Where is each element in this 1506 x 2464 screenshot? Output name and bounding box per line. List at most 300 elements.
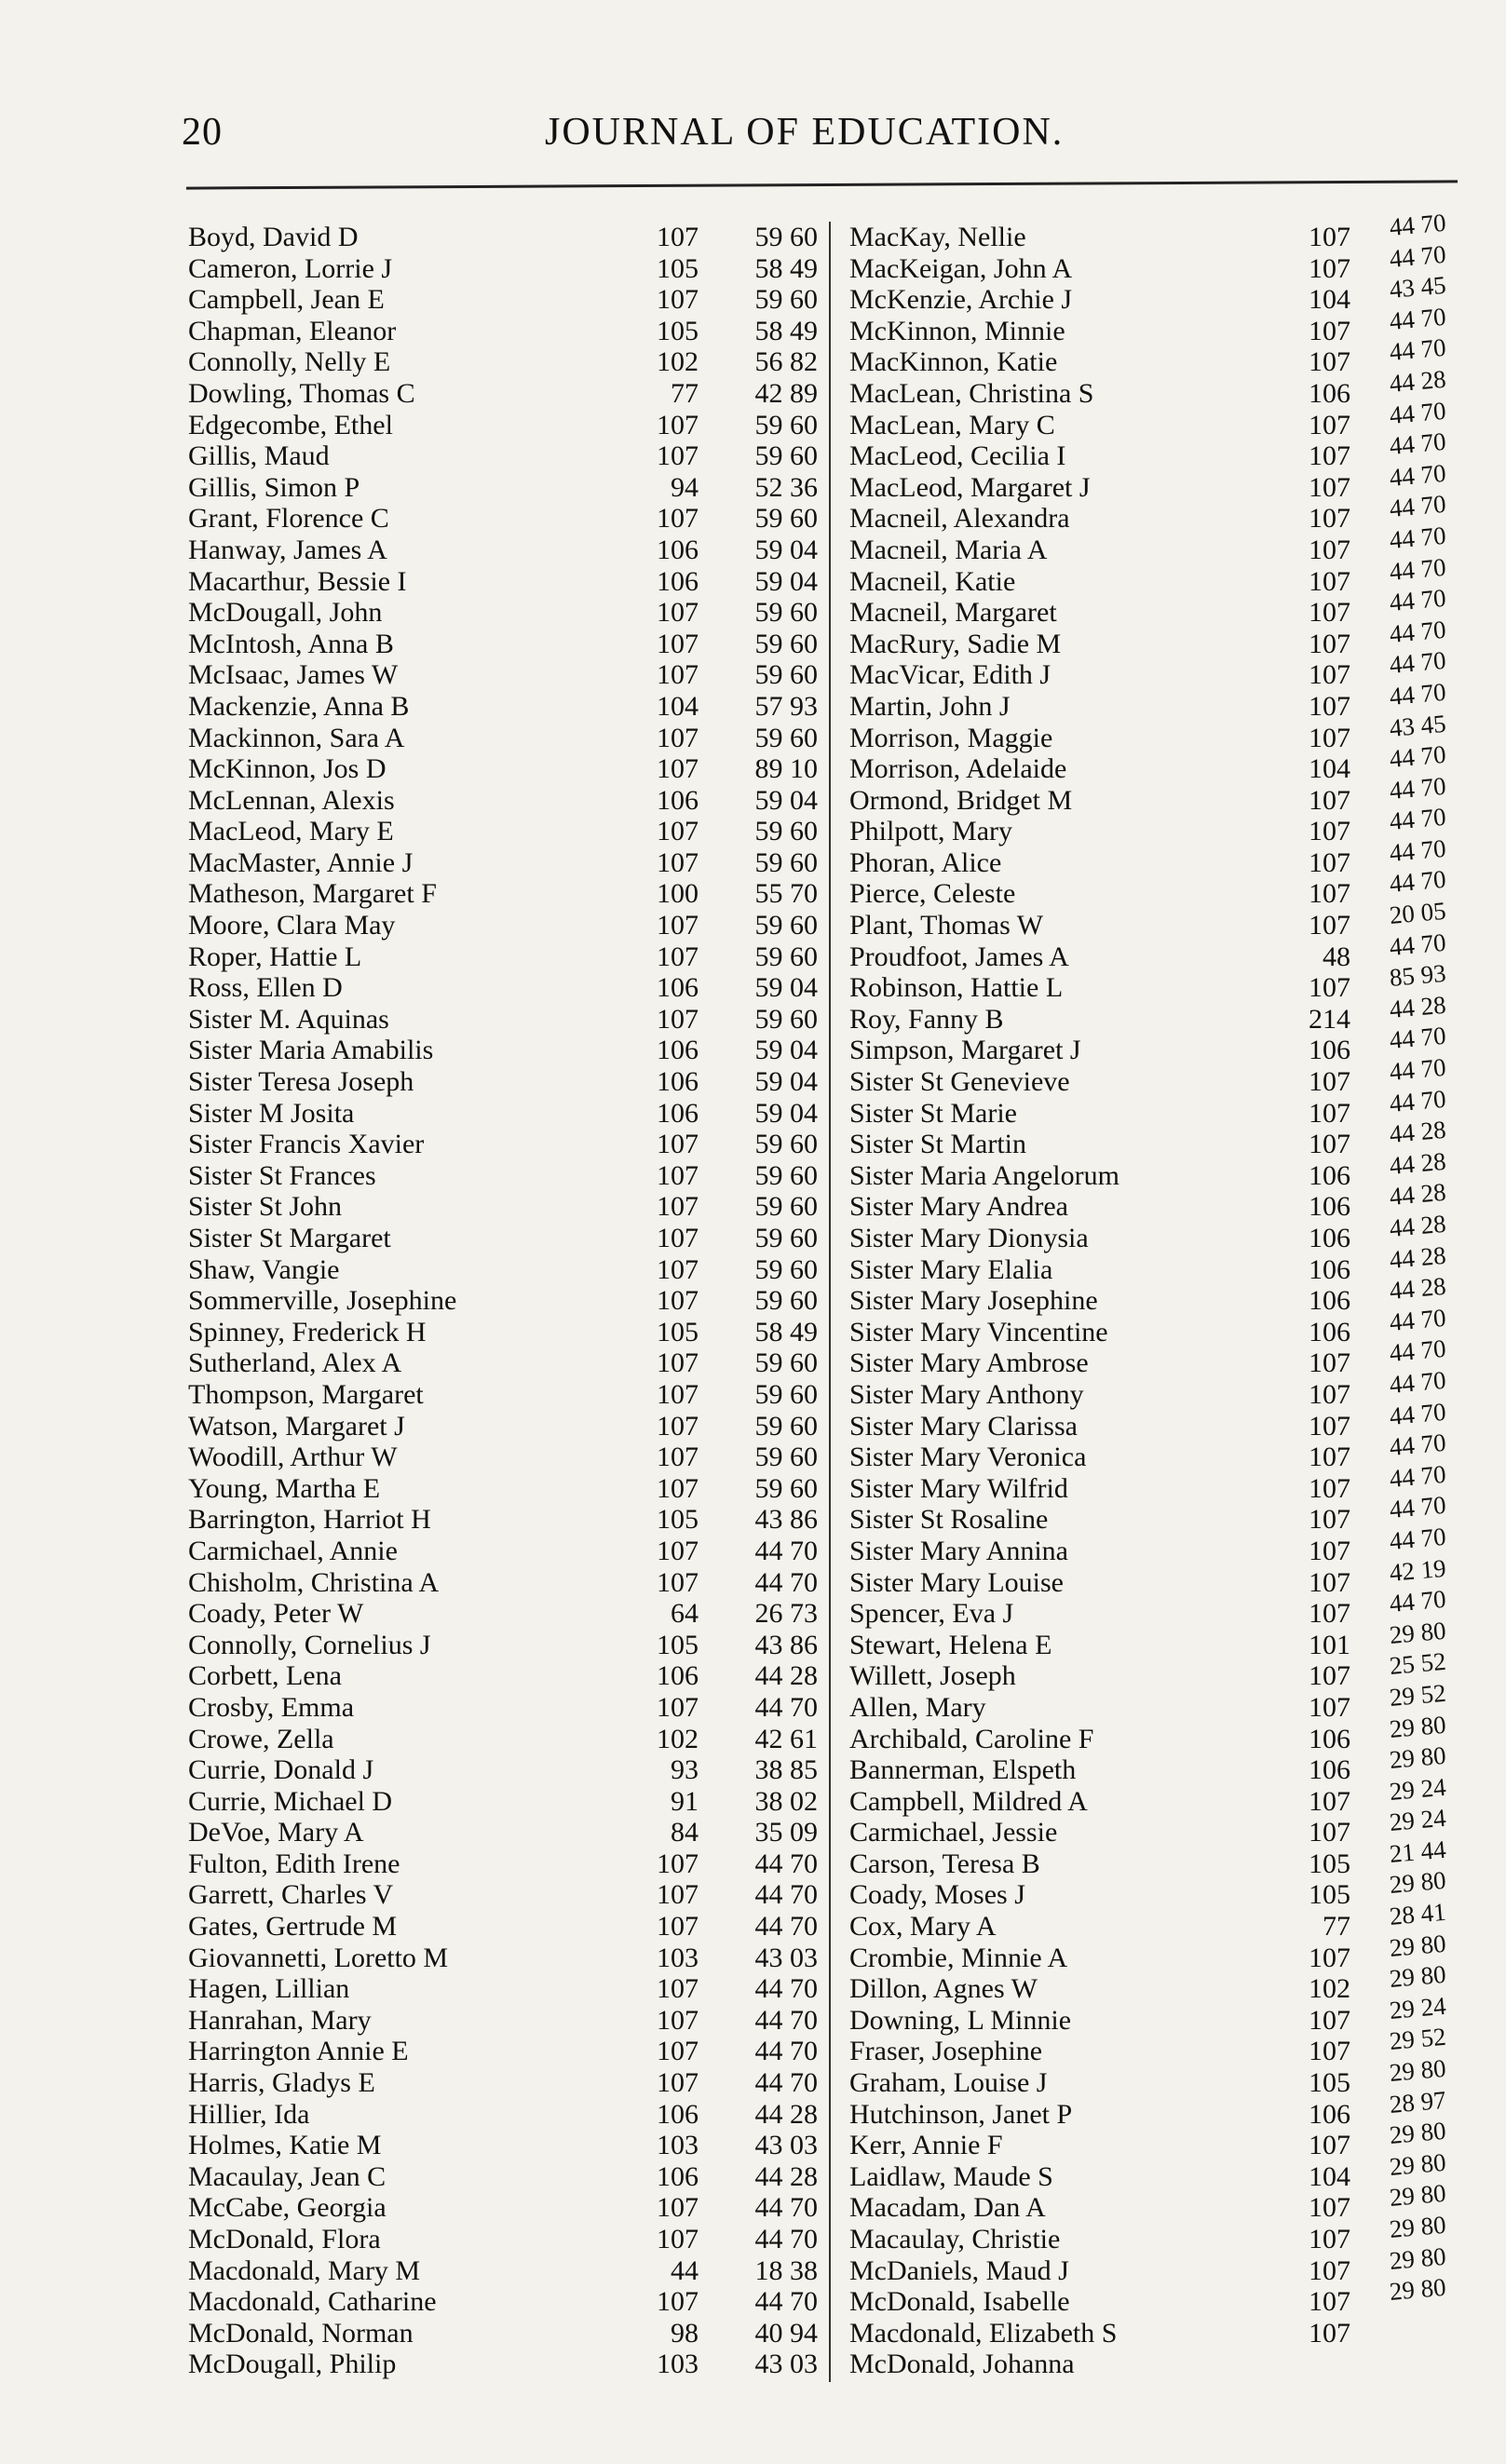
days-count: 107 bbox=[657, 1191, 699, 1223]
days-count: 104 bbox=[1309, 284, 1350, 316]
grant-amount: 44 70 bbox=[1388, 771, 1447, 805]
days-count: 214 bbox=[1309, 1003, 1350, 1035]
days-count: 106 bbox=[657, 1097, 699, 1129]
table-row bbox=[188, 2318, 831, 2349]
teacher-name: Garrett, Charles V bbox=[188, 1879, 394, 1911]
grant-amount: 44 70 bbox=[1388, 1022, 1447, 1055]
teacher-name: Dillon, Agnes W bbox=[849, 1973, 1038, 2005]
grant-amount: 59 60 bbox=[754, 722, 818, 753]
days-count: 107 bbox=[657, 1129, 699, 1160]
grant-amount: 59 60 bbox=[754, 222, 818, 252]
table-row bbox=[188, 1598, 831, 1630]
grant-amount: 40 94 bbox=[754, 2317, 818, 2349]
days-count: 107 bbox=[1309, 2286, 1350, 2318]
teacher-name: Carmichael, Annie bbox=[188, 1535, 398, 1566]
days-count: 107 bbox=[1309, 690, 1350, 722]
days-count: 106 bbox=[1309, 1191, 1350, 1223]
days-count: 107 bbox=[1309, 315, 1350, 346]
days-count: 106 bbox=[1309, 1035, 1350, 1066]
teacher-name: Harrington Annie E bbox=[188, 2036, 409, 2067]
grant-amount: 59 60 bbox=[754, 1378, 818, 1410]
grant-amount: 29 24 bbox=[1388, 1772, 1447, 1806]
days-count: 106 bbox=[1309, 1723, 1350, 1754]
grant-amount: 29 80 bbox=[1388, 1929, 1447, 1962]
days-count: 107 bbox=[657, 2192, 699, 2224]
grant-amount: 59 04 bbox=[754, 1066, 818, 1098]
days-count: 103 bbox=[657, 2349, 699, 2380]
days-count: 107 bbox=[657, 753, 699, 785]
teacher-name: Connolly, Cornelius J bbox=[188, 1629, 431, 1660]
days-count: 107 bbox=[1309, 1129, 1350, 1160]
table-row bbox=[188, 1567, 831, 1599]
teacher-name: Macaulay, Christie bbox=[849, 2224, 1061, 2254]
teacher-name: Phoran, Alice bbox=[849, 846, 1002, 878]
days-count: 107 bbox=[1309, 659, 1350, 691]
left-column bbox=[188, 222, 831, 2380]
teacher-name: Spencer, Eva J bbox=[849, 1598, 1014, 1630]
days-count: 107 bbox=[657, 1410, 699, 1442]
teacher-name: MacLean, Christina S bbox=[849, 377, 1094, 409]
table-row bbox=[188, 941, 831, 973]
grant-amount: 44 28 bbox=[1388, 1146, 1447, 1180]
days-count: 107 bbox=[1309, 2130, 1350, 2161]
days-count: 107 bbox=[1309, 1817, 1350, 1848]
days-count: 107 bbox=[1309, 565, 1350, 597]
days-count: 107 bbox=[657, 1003, 699, 1035]
table-row bbox=[188, 2349, 831, 2380]
grant-amount: 59 60 bbox=[754, 1223, 818, 1253]
days-count: 106 bbox=[1309, 2098, 1350, 2130]
teacher-name: Macdonald, Mary M bbox=[188, 2254, 421, 2286]
grant-amount: 29 80 bbox=[1388, 1960, 1447, 1994]
grant-amount: 44 70 bbox=[1388, 1491, 1447, 1524]
days-count: 107 bbox=[1309, 1566, 1350, 1598]
days-count: 77 bbox=[1323, 1911, 1350, 1943]
teacher-name: Kerr, Annie F bbox=[849, 2130, 1003, 2161]
teacher-name: Archibald, Caroline F bbox=[849, 1723, 1094, 1754]
grant-amount: 44 70 bbox=[1388, 552, 1447, 586]
teacher-name: Sister St Margaret bbox=[188, 1223, 391, 1253]
grant-amount: 59 60 bbox=[754, 284, 818, 316]
teacher-name: MacVicar, Edith J bbox=[849, 659, 1051, 691]
days-count: 107 bbox=[1309, 628, 1350, 659]
teacher-name: Woodill, Arthur W bbox=[188, 1442, 398, 1473]
grant-amount: 59 60 bbox=[754, 1285, 818, 1317]
teacher-name: Sister St Frances bbox=[188, 1159, 376, 1191]
grant-amount: 44 70 bbox=[754, 1691, 818, 1723]
days-count: 107 bbox=[1309, 534, 1350, 565]
days-count: 107 bbox=[657, 2286, 699, 2318]
teacher-name: Laidlaw, Maude S bbox=[849, 2160, 1053, 2192]
grant-amount: 58 49 bbox=[754, 252, 818, 284]
right-column bbox=[849, 208, 1506, 2380]
grant-amount: 44 70 bbox=[1388, 739, 1447, 774]
teacher-name: Giovannetti, Loretto M bbox=[188, 1942, 449, 1973]
teacher-name: Corbett, Lena bbox=[188, 1660, 342, 1692]
grant-amount: 59 60 bbox=[754, 1003, 818, 1035]
days-count: 105 bbox=[1309, 1879, 1350, 1911]
grant-amount: 59 60 bbox=[754, 1442, 818, 1473]
days-count: 107 bbox=[1309, 2192, 1350, 2224]
grant-amount: 28 97 bbox=[1388, 2085, 1447, 2119]
table-row bbox=[188, 1848, 831, 1880]
teacher-name: Sister St John bbox=[188, 1191, 343, 1223]
days-count: 107 bbox=[657, 1879, 699, 1911]
teacher-name: Sister Mary Veronica bbox=[849, 1442, 1087, 1473]
table-row bbox=[188, 1254, 831, 1286]
teacher-name: Sister Mary Anthony bbox=[849, 1378, 1084, 1410]
table-row bbox=[188, 1285, 831, 1317]
table-row bbox=[188, 1223, 831, 1254]
teacher-name: Boyd, David D bbox=[188, 222, 359, 252]
days-count: 107 bbox=[1309, 1504, 1350, 1536]
teacher-name: Sister Mary Louise bbox=[849, 1566, 1064, 1598]
grant-amount: 44 70 bbox=[754, 2286, 818, 2318]
days-count: 106 bbox=[657, 534, 699, 565]
table-row bbox=[188, 2161, 831, 2193]
grant-amount: 44 28 bbox=[1388, 1240, 1447, 1274]
grant-amount: 42 61 bbox=[754, 1723, 818, 1754]
table-row bbox=[849, 2318, 1506, 2349]
table-row bbox=[188, 878, 831, 910]
page-number: 20 bbox=[182, 111, 223, 154]
grant-amount: 44 28 bbox=[1388, 364, 1447, 398]
days-count: 104 bbox=[1309, 753, 1350, 785]
teacher-name: Currie, Donald J bbox=[188, 1754, 374, 1786]
grant-amount: 44 70 bbox=[1388, 927, 1447, 961]
table-row bbox=[188, 1160, 831, 1192]
grant-amount: 55 70 bbox=[754, 878, 818, 910]
days-count: 107 bbox=[1309, 409, 1350, 440]
days-count: 107 bbox=[657, 1472, 699, 1504]
days-count: 107 bbox=[657, 1378, 699, 1410]
table-row bbox=[188, 1098, 831, 1130]
table-row bbox=[188, 1724, 831, 1755]
teacher-name: Coady, Peter W bbox=[188, 1598, 364, 1630]
days-count: 64 bbox=[671, 1598, 699, 1630]
grant-amount: 29 52 bbox=[1388, 2023, 1447, 2056]
grant-amount: 56 82 bbox=[754, 346, 818, 378]
days-count: 107 bbox=[657, 722, 699, 753]
grant-amount: 44 28 bbox=[1388, 1209, 1447, 1242]
teacher-name: Shaw, Vangie bbox=[188, 1253, 340, 1285]
days-count: 107 bbox=[657, 1347, 699, 1379]
teacher-name: Pierce, Celeste bbox=[849, 878, 1016, 910]
days-count: 107 bbox=[1309, 2036, 1350, 2067]
teacher-name: Sister Maria Angelorum bbox=[849, 1159, 1119, 1191]
days-count: 106 bbox=[1309, 1754, 1350, 1786]
table-row bbox=[188, 316, 831, 347]
days-count: 105 bbox=[657, 1504, 699, 1536]
grant-amount: 44 28 bbox=[1388, 990, 1447, 1023]
days-count: 107 bbox=[1309, 878, 1350, 910]
table-row bbox=[188, 1786, 831, 1818]
days-count: 107 bbox=[657, 1973, 699, 2005]
days-count: 102 bbox=[657, 1723, 699, 1754]
table-row bbox=[188, 284, 831, 316]
days-count: 106 bbox=[1309, 1159, 1350, 1191]
grant-amount: 89 10 bbox=[754, 753, 818, 785]
teacher-name: Watson, Margaret J bbox=[188, 1410, 405, 1442]
teacher-name: Chisholm, Christina A bbox=[188, 1566, 440, 1598]
days-count: 104 bbox=[657, 690, 699, 722]
teacher-name: McIntosh, Anna B bbox=[188, 628, 394, 659]
teacher-name: McDaniels, Maud J bbox=[849, 2254, 1069, 2286]
teacher-name: MacLeod, Mary E bbox=[188, 816, 394, 847]
days-count: 102 bbox=[657, 346, 699, 378]
teacher-name: McDougall, John bbox=[188, 597, 383, 629]
grant-amount: 44 70 bbox=[1388, 646, 1447, 680]
grant-amount: 29 52 bbox=[1388, 1678, 1447, 1712]
days-count: 106 bbox=[657, 2160, 699, 2192]
days-count: 84 bbox=[671, 1817, 699, 1848]
grant-amount: 44 28 bbox=[754, 1660, 818, 1692]
teacher-name: McKinnon, Minnie bbox=[849, 315, 1065, 346]
teacher-name: Gillis, Maud bbox=[188, 440, 330, 472]
table-row bbox=[188, 659, 831, 691]
teacher-name: Proudfoot, James A bbox=[849, 941, 1069, 972]
days-count: 107 bbox=[657, 2224, 699, 2254]
teacher-name: McDonald, Norman bbox=[188, 2317, 414, 2349]
days-count: 100 bbox=[657, 878, 699, 910]
days-count: 105 bbox=[657, 252, 699, 284]
teacher-name: MacKeigan, John A bbox=[849, 252, 1073, 284]
teacher-name: Plant, Thomas W bbox=[849, 910, 1044, 941]
table-row bbox=[188, 1754, 831, 1786]
days-count: 98 bbox=[671, 2317, 699, 2349]
teacher-name: Sister St Martin bbox=[849, 1129, 1027, 1160]
table-row bbox=[188, 566, 831, 598]
teacher-name: Sister Mary Josephine bbox=[849, 1285, 1098, 1317]
teacher-name: Young, Martha E bbox=[188, 1472, 381, 1504]
grant-amount: 43 03 bbox=[754, 2349, 818, 2380]
days-count: 106 bbox=[1309, 1253, 1350, 1285]
days-count: 107 bbox=[657, 1848, 699, 1879]
days-count: 107 bbox=[657, 910, 699, 941]
teacher-name: MacRury, Sadie M bbox=[849, 628, 1062, 659]
days-count: 107 bbox=[1309, 2004, 1350, 2036]
teacher-name: Philpott, Mary bbox=[849, 816, 1013, 847]
teacher-name: Macdonald, Catharine bbox=[188, 2286, 437, 2318]
teacher-name: Roy, Fanny B bbox=[849, 1003, 1004, 1035]
grant-amount: 29 80 bbox=[1388, 1866, 1447, 1900]
table-row bbox=[188, 440, 831, 472]
teacher-name: Sommerville, Josephine bbox=[188, 1285, 457, 1317]
column-divider bbox=[829, 222, 831, 2382]
table-row bbox=[188, 2099, 831, 2131]
days-count: 107 bbox=[657, 409, 699, 440]
grant-amount: 44 70 bbox=[754, 2067, 818, 2099]
teacher-name: McKenzie, Archie J bbox=[849, 284, 1073, 316]
days-count: 107 bbox=[657, 941, 699, 972]
teacher-name: Harris, Gladys E bbox=[188, 2067, 375, 2099]
teacher-name: MacKinnon, Katie bbox=[849, 346, 1058, 378]
days-count: 107 bbox=[1309, 1347, 1350, 1379]
days-count: 107 bbox=[657, 1285, 699, 1317]
days-count: 91 bbox=[671, 1785, 699, 1817]
teacher-name: Ross, Ellen D bbox=[188, 972, 343, 1004]
table-row bbox=[188, 535, 831, 566]
grant-amount: 44 70 bbox=[1388, 1365, 1447, 1399]
table-row bbox=[849, 2349, 1506, 2380]
table-row bbox=[188, 1066, 831, 1098]
table-row bbox=[188, 1473, 831, 1505]
teacher-name: Sister St Rosaline bbox=[849, 1504, 1049, 1536]
days-count: 106 bbox=[1309, 377, 1350, 409]
teacher-name: Martin, John J bbox=[849, 690, 1011, 722]
grant-amount: 44 70 bbox=[754, 1879, 818, 1911]
days-count: 105 bbox=[1309, 2067, 1350, 2099]
grant-amount: 59 04 bbox=[754, 565, 818, 597]
grant-amount: 29 80 bbox=[1388, 1740, 1447, 1775]
days-count: 107 bbox=[1309, 1066, 1350, 1098]
teacher-name: Sister Mary Vincentine bbox=[849, 1316, 1108, 1347]
days-count: 107 bbox=[1309, 816, 1350, 847]
teacher-name: Robinson, Hattie L bbox=[849, 972, 1064, 1004]
days-count: 107 bbox=[657, 816, 699, 847]
days-count: 107 bbox=[657, 1535, 699, 1566]
grant-amount: 44 70 bbox=[754, 2004, 818, 2036]
teacher-name: Macarthur, Bessie I bbox=[188, 565, 407, 597]
grant-amount: 44 28 bbox=[1388, 1178, 1447, 1212]
grant-amount: 20 05 bbox=[1388, 896, 1447, 930]
days-count: 102 bbox=[1309, 1973, 1350, 2005]
table-row bbox=[188, 2067, 831, 2099]
teacher-name: Currie, Michael D bbox=[188, 1785, 393, 1817]
days-count: 107 bbox=[657, 846, 699, 878]
days-count: 106 bbox=[1309, 1285, 1350, 1317]
grant-amount: 44 70 bbox=[1388, 615, 1447, 648]
teacher-name: Sister Teresa Joseph bbox=[188, 1066, 414, 1098]
teacher-name: Holmes, Katie M bbox=[188, 2130, 382, 2161]
days-count: 107 bbox=[657, 284, 699, 316]
table-row bbox=[188, 1504, 831, 1536]
grant-amount: 59 60 bbox=[754, 1472, 818, 1504]
teacher-name: Hutchinson, Janet P bbox=[849, 2098, 1073, 2130]
grant-amount: 59 60 bbox=[754, 846, 818, 878]
days-count: 103 bbox=[657, 2130, 699, 2161]
grant-amount: 44 70 bbox=[754, 1973, 818, 2005]
teacher-name: Sister Maria Amabilis bbox=[188, 1035, 434, 1066]
days-count: 107 bbox=[1309, 1598, 1350, 1630]
table-row bbox=[188, 1035, 831, 1066]
grant-amount: 29 24 bbox=[1388, 1804, 1447, 1837]
grant-amount: 59 60 bbox=[754, 910, 818, 941]
table-row bbox=[188, 2005, 831, 2037]
days-count: 107 bbox=[1309, 722, 1350, 753]
grant-amount: 29 80 bbox=[1388, 2147, 1447, 2181]
teacher-name: Sutherland, Alex A bbox=[188, 1347, 402, 1379]
table-row bbox=[188, 1817, 831, 1848]
days-count: 107 bbox=[657, 222, 699, 252]
table-row bbox=[188, 723, 831, 754]
grant-amount: 44 70 bbox=[1388, 426, 1447, 461]
teacher-name: Hanway, James A bbox=[188, 534, 387, 565]
grant-amount: 35 09 bbox=[754, 1817, 818, 1848]
days-count: 94 bbox=[671, 471, 699, 503]
grant-amount: 59 04 bbox=[754, 1035, 818, 1066]
days-count: 93 bbox=[671, 1754, 699, 1786]
days-count: 106 bbox=[1309, 1223, 1350, 1253]
teacher-name: Fulton, Edith Irene bbox=[188, 1848, 400, 1879]
days-count: 107 bbox=[1309, 1785, 1350, 1817]
days-count: 107 bbox=[657, 1911, 699, 1943]
teacher-name: Campbell, Mildred A bbox=[849, 1785, 1088, 1817]
grant-amount: 44 70 bbox=[754, 2192, 818, 2224]
teacher-name: McDonald, Isabelle bbox=[849, 2286, 1070, 2318]
teacher-name: Macneil, Katie bbox=[849, 565, 1016, 597]
grant-amount: 44 70 bbox=[1388, 239, 1447, 273]
table-row bbox=[188, 691, 831, 723]
grant-amount: 26 73 bbox=[754, 1598, 818, 1630]
table-row bbox=[188, 346, 831, 378]
days-count: 107 bbox=[657, 440, 699, 472]
days-count: 106 bbox=[657, 2098, 699, 2130]
grant-amount: 44 70 bbox=[754, 2036, 818, 2067]
grant-amount: 44 28 bbox=[1388, 1115, 1447, 1149]
table-row bbox=[188, 910, 831, 941]
teacher-name: Sister Mary Clarissa bbox=[849, 1410, 1078, 1442]
days-count: 107 bbox=[1309, 346, 1350, 378]
table-row bbox=[188, 1630, 831, 1661]
days-count: 107 bbox=[1309, 2224, 1350, 2254]
grant-amount: 29 80 bbox=[1388, 1616, 1447, 1649]
teacher-name: Fraser, Josephine bbox=[849, 2036, 1043, 2067]
header-rule bbox=[186, 180, 1458, 189]
grant-amount: 59 60 bbox=[754, 941, 818, 972]
grant-amount: 29 80 bbox=[1388, 2241, 1447, 2275]
days-count: 107 bbox=[1309, 2254, 1350, 2286]
grant-amount: 44 70 bbox=[1388, 583, 1447, 617]
teacher-name: Morrison, Maggie bbox=[849, 722, 1053, 753]
days-count: 107 bbox=[1309, 597, 1350, 629]
teacher-name: Willett, Joseph bbox=[849, 1660, 1016, 1692]
grant-amount: 29 80 bbox=[1388, 2116, 1447, 2150]
grant-amount: 59 60 bbox=[754, 409, 818, 440]
teacher-name: Bannerman, Elspeth bbox=[849, 1754, 1077, 1786]
grant-amount: 43 86 bbox=[754, 1504, 818, 1536]
days-count: 107 bbox=[657, 1253, 699, 1285]
teacher-name: Mackenzie, Anna B bbox=[188, 690, 410, 722]
table-row bbox=[188, 410, 831, 441]
days-count: 107 bbox=[657, 1442, 699, 1473]
grant-amount: 44 70 bbox=[1388, 677, 1447, 711]
teacher-name: Sister Mary Annina bbox=[849, 1535, 1068, 1566]
teacher-name: Carson, Teresa B bbox=[849, 1848, 1040, 1879]
days-count: 107 bbox=[657, 628, 699, 659]
table-row bbox=[188, 2036, 831, 2067]
table-row bbox=[188, 629, 831, 660]
page-header bbox=[182, 110, 1122, 166]
table-row bbox=[849, 2272, 1506, 2318]
teacher-name: Edgecombe, Ethel bbox=[188, 409, 393, 440]
grant-amount: 28 41 bbox=[1388, 1897, 1447, 1931]
teacher-name: MacLeod, Margaret J bbox=[849, 471, 1091, 503]
teacher-name: McDougall, Philip bbox=[188, 2349, 397, 2380]
table-row bbox=[188, 2192, 831, 2224]
grant-amount: 43 03 bbox=[754, 2130, 818, 2161]
teacher-name: Spinney, Frederick H bbox=[188, 1316, 427, 1347]
grant-amount: 44 70 bbox=[1388, 803, 1447, 836]
days-count: 107 bbox=[657, 597, 699, 629]
days-count: 107 bbox=[657, 2004, 699, 2036]
teacher-name: Connolly, Nelly E bbox=[188, 346, 391, 378]
grant-amount: 59 60 bbox=[754, 503, 818, 535]
days-count: 107 bbox=[1309, 1442, 1350, 1473]
days-count: 105 bbox=[657, 315, 699, 346]
table-row bbox=[188, 222, 831, 253]
teacher-name: Chapman, Eleanor bbox=[188, 315, 397, 346]
